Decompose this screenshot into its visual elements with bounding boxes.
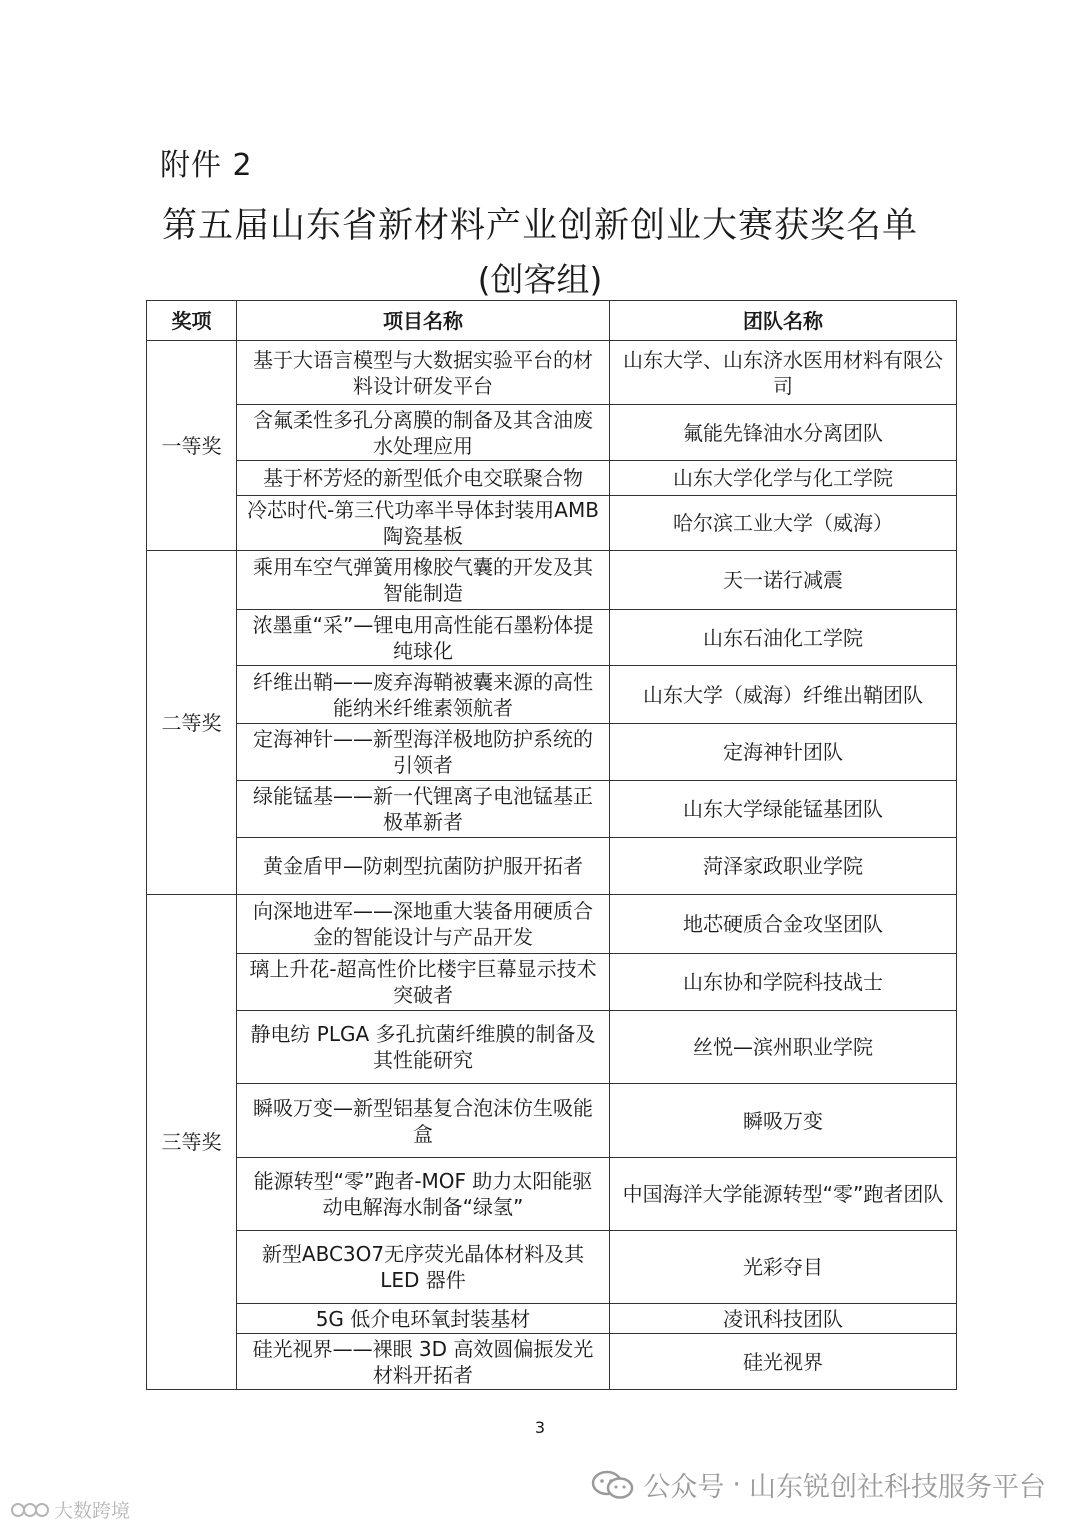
table-row	[147, 838, 957, 895]
team-cell: 菏泽家政职业学院	[610, 838, 957, 895]
project-cell: 静电纺 PLGA 多孔抗菌纤维膜的制备及其性能研究	[237, 1011, 610, 1084]
table-header-row	[147, 301, 957, 341]
table-row	[147, 461, 957, 496]
team-cell: 中国海洋大学能源转型“零”跑者团队	[610, 1158, 957, 1231]
source-prefix: 公众号	[643, 1472, 725, 1503]
project-cell: 含氟柔性多孔分离膜的制备及其含油废水处理应用	[237, 405, 610, 461]
table-row	[147, 895, 957, 954]
table-row	[147, 1084, 957, 1158]
team-cell: 凌讯科技团队	[610, 1304, 957, 1334]
team-cell: 硅光视界	[610, 1334, 957, 1390]
project-cell: 5G 低介电环氧封装基材	[237, 1304, 610, 1334]
team-cell: 山东大学（威海）纤维出鞘团队	[610, 666, 957, 724]
project-cell: 基于大语言模型与大数据实验平台的材料设计研发平台	[237, 341, 610, 405]
wechat-source-footer	[591, 1465, 1046, 1504]
source-name: 山东锐创社科技服务平台	[749, 1472, 1046, 1503]
header-team: 团队名称	[610, 301, 957, 341]
project-cell: 瞬吸万变—新型铝基复合泡沫仿生吸能盒	[237, 1084, 610, 1158]
team-cell: 山东大学、山东济水医用材料有限公司	[610, 341, 957, 405]
table-row	[147, 551, 957, 610]
team-cell: 光彩夺目	[610, 1231, 957, 1304]
table-row	[147, 405, 957, 461]
table-row	[147, 1011, 957, 1084]
prize-cell-second: 二等奖	[147, 551, 237, 895]
table-row	[147, 1158, 957, 1231]
table-row	[147, 1231, 957, 1304]
project-cell: 乘用车空气弹簧用橡胶气囊的开发及其智能制造	[237, 551, 610, 610]
project-cell: 黄金盾甲—防刺型抗菌防护服开拓者	[237, 838, 610, 895]
header-prize: 奖项	[147, 301, 237, 341]
document-title: 第五届山东省新材料产业创新创业大赛获奖名单	[161, 206, 918, 246]
table-row	[147, 954, 957, 1011]
table-row	[147, 781, 957, 838]
watermark-text: 大数跨境	[54, 1500, 131, 1522]
table-row	[147, 1304, 957, 1334]
team-cell: 山东大学绿能锰基团队	[610, 781, 957, 838]
prize-cell-first: 一等奖	[147, 341, 237, 551]
project-cell: 定海神针——新型海洋极地防护系统的引领者	[237, 724, 610, 781]
table-row	[147, 496, 957, 551]
project-cell: 向深地进军——深地重大装备用硬质合金的智能设计与产品开发	[237, 895, 610, 954]
project-cell: 璃上升花-超高性价比楼宇巨幕显示技术突破者	[237, 954, 610, 1011]
team-cell: 哈尔滨工业大学（威海）	[610, 496, 957, 551]
team-cell: 丝悦—滨州职业学院	[610, 1011, 957, 1084]
team-cell: 山东大学化学与化工学院	[610, 461, 957, 496]
table-row	[147, 724, 957, 781]
wechat-icon	[591, 1470, 635, 1500]
team-cell: 地芯硬质合金攻坚团队	[610, 895, 957, 954]
header-project: 项目名称	[237, 301, 610, 341]
source-separator: ·	[732, 1469, 741, 1500]
team-cell: 天一诺行减震	[610, 551, 957, 610]
document-subtitle: (创客组)	[477, 260, 603, 299]
team-cell: 瞬吸万变	[610, 1084, 957, 1158]
project-cell: 能源转型“零”跑者-MOF 助力太阳能驱动电解海水制备“绿氢”	[237, 1158, 610, 1231]
prize-cell-third: 三等奖	[147, 895, 237, 1390]
team-cell: 山东石油化工学院	[610, 610, 957, 666]
project-cell: 新型ABC3O7无序荧光晶体材料及其LED 器件	[237, 1231, 610, 1304]
watermark	[10, 1496, 130, 1523]
table-row	[147, 610, 957, 666]
project-cell: 基于杯芳烃的新型低介电交联聚合物	[237, 461, 610, 496]
team-cell: 山东协和学院科技战士	[610, 954, 957, 1011]
table-row	[147, 666, 957, 724]
table-row	[147, 1334, 957, 1390]
attachment-label: 附件 2	[160, 148, 253, 183]
team-cell: 定海神针团队	[610, 724, 957, 781]
watermark-logo-icon	[10, 1500, 50, 1520]
project-cell: 纤维出鞘——废弃海鞘被囊来源的高性能纳米纤维素领航者	[237, 666, 610, 724]
project-cell: 冷芯时代-第三代功率半导体封装用AMB 陶瓷基板	[237, 496, 610, 551]
team-cell: 氟能先锋油水分离团队	[610, 405, 957, 461]
table-row	[147, 341, 957, 405]
project-cell: 绿能锰基——新一代锂离子电池锰基正极革新者	[237, 781, 610, 838]
project-cell: 浓墨重“采”—锂电用高性能石墨粉体提纯球化	[237, 610, 610, 666]
awards-table	[146, 300, 957, 1390]
project-cell: 硅光视界——裸眼 3D 高效圆偏振发光材料开拓者	[237, 1334, 610, 1390]
page-number: 3	[534, 1418, 546, 1437]
